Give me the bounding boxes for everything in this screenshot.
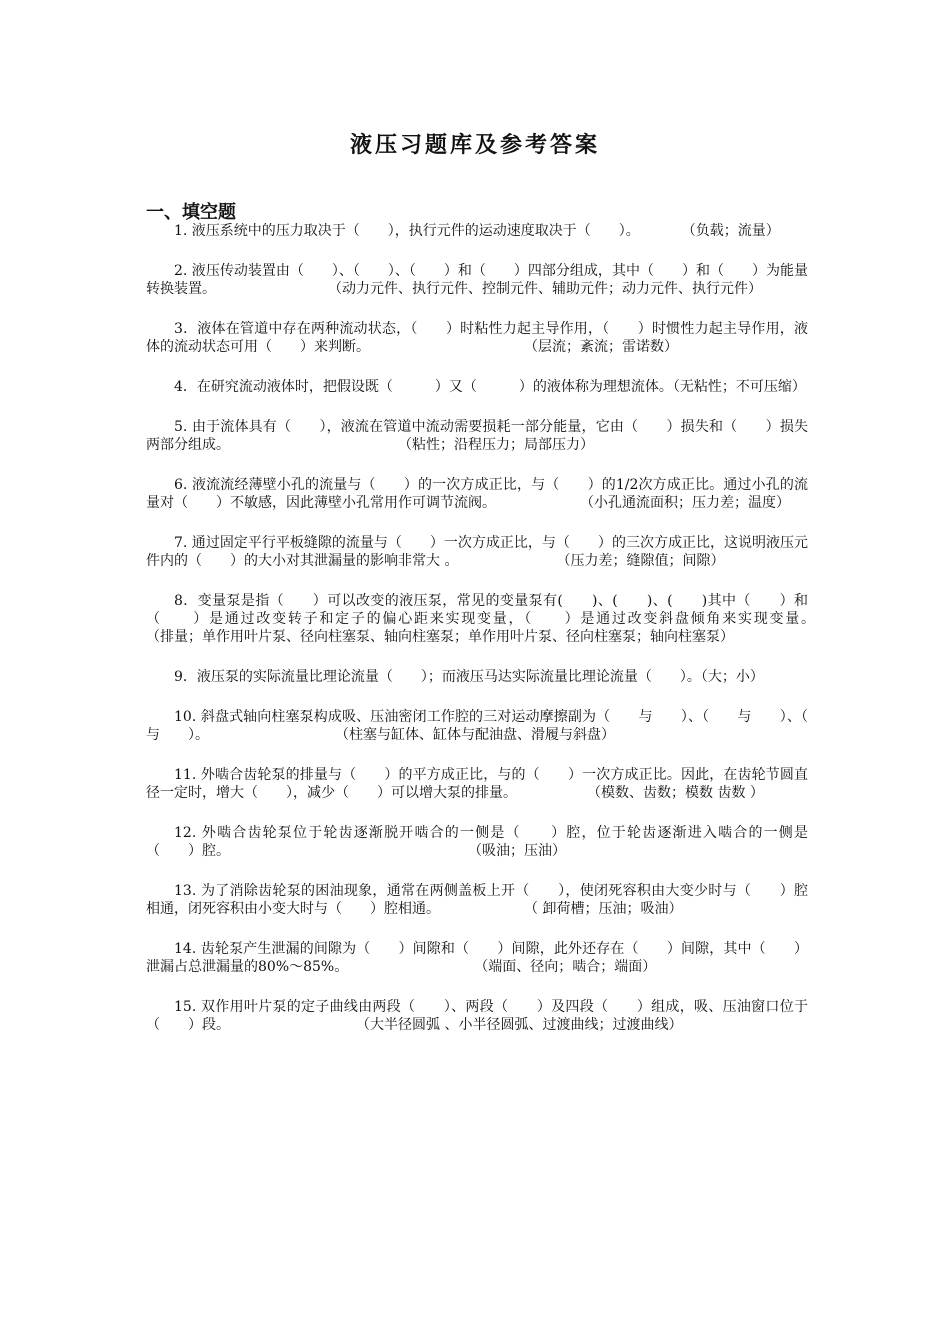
question-item: 4．在研究流动液体时，把假设既（ ）又（ ）的液体称为理想流体。（无粘性；不可压缩） — [174, 379, 806, 395]
question-item: 15. 双作用叶片泵的定子曲线由两段（ ）、两段（ ）及四段（ ）组成，吸、压油窗口位于（ ）段。 （大半径圆弧 、小半径圆弧、过渡曲线；过渡曲线） — [146, 999, 808, 1033]
section-heading: 一、填空题 — [146, 202, 236, 223]
question-list — [146, 222, 948, 1056]
question-item: 3．液体在管道中存在两种流动状态，（ ）时粘性力起主导作用，（ ）时惯性力起主导作用，液体的流动状态可用（ ）来判断。 （层流；紊流；雷诺数） — [146, 321, 808, 355]
question-item: 13. 为了消除齿轮泵的困油现象，通常在两侧盖板上开（ ），使闭死容积由大变少时与（ ）腔相通，闭死容积由小变大时与（ ）腔相通。 （ 卸荷槽；压油；吸油） — [146, 883, 808, 917]
question-item: 11. 外啮合齿轮泵的排量与（ ）的平方成正比，与的（ ）一次方成正比。因此，在齿轮节圆直径一定时，增大（ ），减少（ ）可以增大泵的排量。 （模数、齿数；模数 齿数 ） — [146, 767, 808, 801]
question-item: 14. 齿轮泵产生泄漏的间隙为（ ）间隙和（ ）间隙，此外还存在（ ）间隙，其中（ ）泄漏占总泄漏量的80%～85%。 （端面、径向；啮合；端面） — [146, 941, 808, 975]
question-item: 5. 由于流体具有（ ），液流在管道中流动需要损耗一部分能量，它由（ ）损失和（ ）损失两部分组成。 （粘性；沿程压力；局部压力） — [146, 419, 808, 453]
question-item: 9．液压泵的实际流量比理论流量（ ）；而液压马达实际流量比理论流量（ ）。（大；小） — [174, 669, 764, 685]
question-item: 8．变量泵是指（ ）可以改变的液压泵，常见的变量泵有( )、( )、( )其中（ ）和（ ）是通过改变转子和定子的偏心距来实现变量，（ ）是通过改变斜盘倾角来实现变量。 （排量；单作用叶片泵、径向柱塞泵、轴向柱塞泵；单作用叶片泵、径向柱塞泵；轴向柱塞泵） — [146, 593, 948, 645]
question-item: 10. 斜盘式轴向柱塞泵构成吸、压油密闭工作腔的三对运动摩擦副为（ 与 ）、（ 与 ）、（ 与 ）。 （柱塞与缸体、缸体与配油盘、滑履与斜盘） — [146, 709, 836, 743]
question-item: 12. 外啮合齿轮泵位于轮齿逐渐脱开啮合的一侧是（ ）腔，位于轮齿逐渐进入啮合的一侧是（ ）腔。 （吸油；压油） — [146, 825, 808, 859]
question-item: 1. 液压系统中的压力取决于（ ），执行元件的运动速度取决于（ ）。 （负载；流量） — [174, 223, 780, 239]
question-item: 6. 液流流经薄壁小孔的流量与（ ）的一次方成正比，与（ ）的1/2次方成正比。通过小孔的流量对（ ）不敏感，因此薄壁小孔常用作可调节流阀。 （小孔通流面积；压力差；温度） — [146, 477, 808, 511]
question-item: 7. 通过固定平行平板缝隙的流量与（ ）一次方成正比，与（ ）的三次方成正比，这说明液压元件内的（ ）的大小对其泄漏量的影响非常大 。 （压力差；缝隙值；间隙） — [146, 535, 808, 569]
question-item: 2. 液压传动装置由（ ）、（ ）、（ ）和（ ）四部分组成，其中（ ）和（ ）为能量转换装置。 （动力元件、执行元件、控制元件、辅助元件；动力元件、执行元件） — [146, 263, 808, 297]
document-title: 液压习题库及参考答案 — [349, 133, 600, 158]
